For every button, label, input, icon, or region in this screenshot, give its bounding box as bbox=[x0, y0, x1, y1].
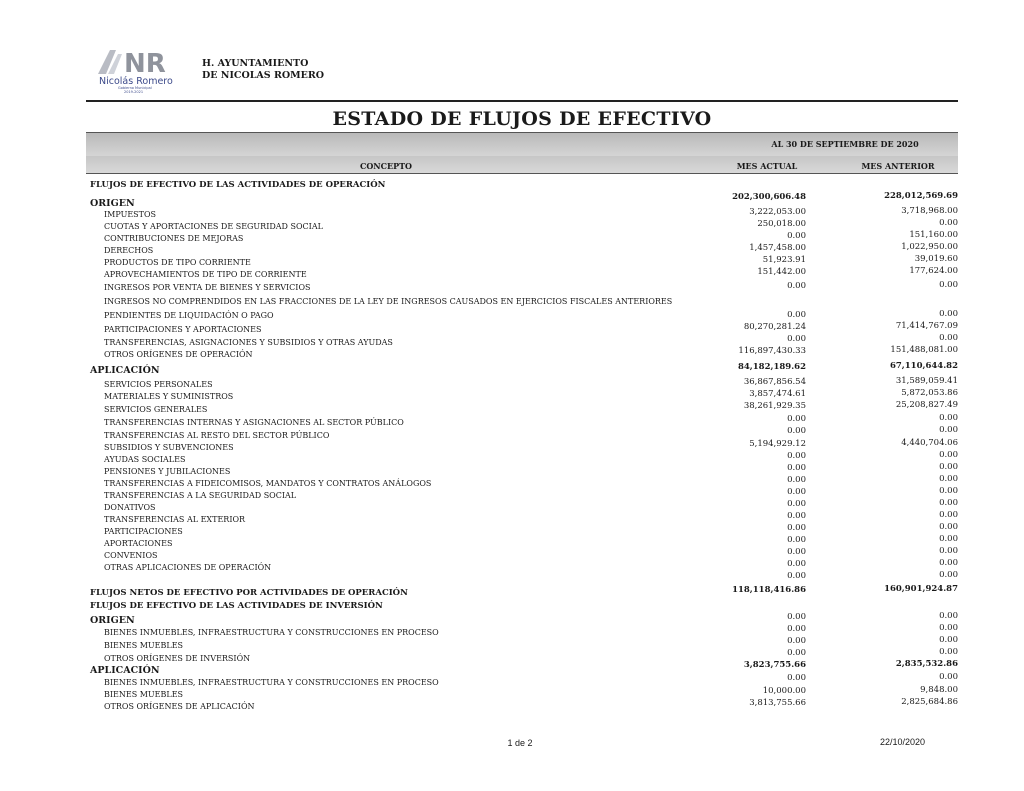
value-mes-actual: 0.00 bbox=[787, 559, 806, 569]
value-mes-anterior: 0.00 bbox=[939, 486, 958, 496]
concept-row: TRANSFERENCIAS INTERNAS Y ASIGNACIONES AL SECTOR PÚBLICO bbox=[104, 418, 404, 427]
organization-name bbox=[202, 58, 324, 82]
value-mes-anterior: 5,872,053.86 bbox=[901, 388, 958, 398]
concept-row: PENDIENTES DE LIQUIDACIÓN O PAGO bbox=[104, 311, 274, 320]
section-heading: FLUJOS NETOS DE EFECTIVO POR ACTIVIDADES DE OPERACIÓN bbox=[90, 588, 408, 598]
value-mes-anterior: 71,414,767.09 bbox=[895, 321, 958, 331]
logo-letters: NR bbox=[124, 49, 166, 79]
title-block bbox=[86, 100, 958, 130]
value-mes-actual: 51,923.91 bbox=[762, 255, 806, 265]
value-mes-anterior: 2,835,532.86 bbox=[895, 659, 958, 669]
value-mes-anterior: 0.00 bbox=[939, 534, 958, 544]
concept-row: APORTACIONES bbox=[104, 539, 173, 548]
concept-row: BIENES MUEBLES bbox=[104, 690, 184, 699]
value-mes-actual: 36,867,856.54 bbox=[743, 377, 806, 387]
value-mes-actual: 0.00 bbox=[787, 535, 806, 545]
value-mes-actual: 0.00 bbox=[787, 281, 806, 291]
section-heading: FLUJOS DE EFECTIVO DE LAS ACTIVIDADES DE INVERSIÓN bbox=[90, 601, 383, 611]
concept-row: IMPUESTOS bbox=[104, 210, 157, 219]
value-mes-actual: 0.00 bbox=[787, 414, 806, 424]
value-mes-actual: 0.00 bbox=[787, 475, 806, 485]
concept-row: DERECHOS bbox=[104, 246, 154, 255]
value-mes-actual: 0.00 bbox=[787, 673, 806, 683]
value-mes-anterior: 0.00 bbox=[939, 623, 958, 633]
logo-sub1: Gobierno Municipal bbox=[118, 86, 152, 90]
column-header-mes-actual: MES ACTUAL bbox=[736, 161, 798, 171]
concept-row: OTROS ORÍGENES DE APLICACIÓN bbox=[104, 702, 255, 711]
concept-row: BIENES INMUEBLES, INFRAESTRUCTURA Y CONSTRUCCIONES EN PROCESO bbox=[104, 678, 439, 687]
value-mes-actual: 0.00 bbox=[787, 624, 806, 634]
concept-row: TRANSFERENCIAS A LA SEGURIDAD SOCIAL bbox=[104, 491, 297, 500]
value-mes-anterior: 0.00 bbox=[939, 570, 958, 580]
value-mes-actual: 0.00 bbox=[787, 571, 806, 581]
value-mes-actual: 3,823,755.66 bbox=[743, 660, 806, 670]
column-header-mes-anterior: MES ANTERIOR bbox=[861, 161, 935, 171]
value-mes-actual: 0.00 bbox=[787, 231, 806, 241]
value-mes-anterior: 0.00 bbox=[939, 672, 958, 682]
value-mes-anterior: 39,019.60 bbox=[914, 254, 958, 264]
concept-row: OTROS ORÍGENES DE OPERACIÓN bbox=[104, 350, 253, 359]
value-mes-anterior: 31,589,059.41 bbox=[895, 376, 958, 386]
org-line-1: H. AYUNTAMIENTO bbox=[202, 58, 309, 69]
value-mes-actual: 0.00 bbox=[787, 426, 806, 436]
logo-name: Nicolás Romero bbox=[99, 76, 173, 87]
group-heading: ORIGEN bbox=[90, 615, 135, 626]
value-mes-anterior: 0.00 bbox=[939, 558, 958, 568]
value-mes-actual: 118,118,416.86 bbox=[732, 585, 806, 595]
value-mes-anterior: 0.00 bbox=[939, 635, 958, 645]
document-title: ESTADO DE FLUJOS DE EFECTIVO bbox=[332, 108, 712, 130]
org-line-2: DE NICOLAS ROMERO bbox=[202, 70, 325, 81]
value-mes-actual: 1,457,458.00 bbox=[749, 243, 806, 253]
concept-row: AYUDAS SOCIALES bbox=[104, 455, 186, 464]
concept-row: INGRESOS NO COMPRENDIDOS EN LAS FRACCIONES DE LA LEY DE INGRESOS CAUSADOS EN EJERCICIOS FISCALES ANTERIORES bbox=[104, 297, 673, 306]
value-mes-actual: 250,018.00 bbox=[757, 219, 806, 229]
value-mes-anterior: 0.00 bbox=[939, 498, 958, 508]
value-mes-anterior: 0.00 bbox=[939, 510, 958, 520]
logo-sub2: 2019-2021 bbox=[124, 90, 144, 94]
value-mes-anterior: 177,624.00 bbox=[909, 266, 958, 276]
value-mes-anterior: 228,012,569.69 bbox=[884, 191, 958, 201]
value-mes-actual: 0.00 bbox=[787, 612, 806, 622]
value-mes-anterior: 0.00 bbox=[939, 546, 958, 556]
concept-row: MATERIALES Y SUMINISTROS bbox=[104, 392, 234, 401]
value-mes-actual: 10,000.00 bbox=[762, 686, 806, 696]
value-mes-actual: 0.00 bbox=[787, 511, 806, 521]
column-header-concepto: CONCEPTO bbox=[359, 161, 413, 171]
value-mes-actual: 151,442.00 bbox=[757, 267, 806, 277]
section-heading: FLUJOS DE EFECTIVO DE LAS ACTIVIDADES DE OPERACIÓN bbox=[90, 180, 386, 190]
concept-row: PARTICIPACIONES Y APORTACIONES bbox=[104, 325, 262, 334]
concept-row: INGRESOS POR VENTA DE BIENES Y SERVICIOS bbox=[104, 283, 311, 292]
concept-row: OTRAS APLICACIONES DE OPERACIÓN bbox=[104, 563, 272, 572]
value-mes-anterior: 67,110,644.82 bbox=[889, 361, 958, 371]
period-date: AL 30 DE SEPTIEMBRE DE 2020 bbox=[771, 139, 919, 149]
value-mes-anterior: 0.00 bbox=[939, 309, 958, 319]
concept-row: CONVENIOS bbox=[104, 551, 158, 560]
concept-row: APROVECHAMIENTOS DE TIPO DE CORRIENTE bbox=[104, 270, 307, 279]
value-mes-anterior: 1,022,950.00 bbox=[901, 242, 958, 252]
value-mes-anterior: 151,160.00 bbox=[909, 230, 958, 240]
value-mes-anterior: 0.00 bbox=[939, 474, 958, 484]
print-date: 22/10/2020 bbox=[880, 737, 926, 747]
concept-row: PENSIONES Y JUBILACIONES bbox=[104, 467, 231, 476]
value-mes-actual: 116,897,430.33 bbox=[738, 346, 806, 356]
concept-row: BIENES MUEBLES bbox=[104, 641, 184, 650]
value-mes-anterior: 25,208,827.49 bbox=[895, 400, 958, 410]
value-mes-actual: 5,194,929.12 bbox=[749, 439, 806, 449]
concept-row: DONATIVOS bbox=[104, 503, 156, 512]
value-mes-anterior: 0.00 bbox=[939, 450, 958, 460]
group-heading: APLICACIÓN bbox=[90, 665, 160, 676]
municipal-logo bbox=[96, 44, 196, 94]
value-mes-anterior: 9,848.00 bbox=[920, 685, 958, 695]
value-mes-anterior: 0.00 bbox=[939, 280, 958, 290]
concept-row: SUBSIDIOS Y SUBVENCIONES bbox=[104, 443, 234, 452]
concept-row: TRANSFERENCIAS A FIDEICOMISOS, MANDATOS Y CONTRATOS ANÁLOGOS bbox=[104, 479, 432, 488]
value-mes-actual: 0.00 bbox=[787, 547, 806, 557]
value-mes-actual: 0.00 bbox=[787, 334, 806, 344]
value-mes-actual: 38,261,929.35 bbox=[743, 401, 806, 411]
value-mes-actual: 3,813,755.66 bbox=[749, 698, 806, 708]
value-mes-actual: 202,300,606.48 bbox=[732, 192, 806, 202]
concept-row: CUOTAS Y APORTACIONES DE SEGURIDAD SOCIAL bbox=[104, 222, 323, 231]
value-mes-actual: 0.00 bbox=[787, 463, 806, 473]
concept-row: BIENES INMUEBLES, INFRAESTRUCTURA Y CONSTRUCCIONES EN PROCESO bbox=[104, 628, 439, 637]
concept-row: PRODUCTOS DE TIPO CORRIENTE bbox=[104, 258, 251, 267]
value-mes-anterior: 4,440,704.06 bbox=[901, 438, 958, 448]
value-mes-anterior: 0.00 bbox=[939, 413, 958, 423]
value-mes-anterior: 0.00 bbox=[939, 611, 958, 621]
value-mes-actual: 0.00 bbox=[787, 310, 806, 320]
value-mes-actual: 0.00 bbox=[787, 499, 806, 509]
value-mes-actual: 0.00 bbox=[787, 636, 806, 646]
group-heading: APLICACIÓN bbox=[90, 365, 160, 376]
value-mes-anterior: 0.00 bbox=[939, 218, 958, 228]
concept-row: CONTRIBUCIONES DE MEJORAS bbox=[104, 234, 244, 243]
value-mes-anterior: 151,488,081.00 bbox=[890, 345, 958, 355]
concept-row: OTROS ORÍGENES DE INVERSIÓN bbox=[104, 654, 251, 663]
value-mes-anterior: 0.00 bbox=[939, 462, 958, 472]
value-mes-actual: 0.00 bbox=[787, 648, 806, 658]
value-mes-anterior: 0.00 bbox=[939, 647, 958, 657]
value-mes-actual: 3,857,474.61 bbox=[749, 389, 806, 399]
page-number: 1 de 2 bbox=[507, 738, 533, 748]
value-mes-anterior: 0.00 bbox=[939, 425, 958, 435]
value-mes-anterior: 3,718,968.00 bbox=[901, 206, 958, 216]
value-mes-anterior: 160,901,924.87 bbox=[884, 584, 958, 594]
value-mes-actual: 0.00 bbox=[787, 451, 806, 461]
concept-row: SERVICIOS GENERALES bbox=[104, 405, 208, 414]
value-mes-anterior: 0.00 bbox=[939, 333, 958, 343]
concept-row: TRANSFERENCIAS AL RESTO DEL SECTOR PÚBLICO bbox=[104, 431, 330, 440]
concept-row: PARTICIPACIONES bbox=[104, 527, 183, 536]
concept-row: TRANSFERENCIAS AL EXTERIOR bbox=[104, 515, 246, 524]
concept-row: SERVICIOS PERSONALES bbox=[104, 380, 213, 389]
value-mes-actual: 80,270,281.24 bbox=[743, 322, 806, 332]
value-mes-actual: 84,182,189.62 bbox=[737, 362, 806, 372]
concept-row: TRANSFERENCIAS, ASIGNACIONES Y SUBSIDIOS Y OTRAS AYUDAS bbox=[104, 338, 393, 347]
value-mes-actual: 3,222,053.00 bbox=[749, 207, 806, 217]
group-heading: ORIGEN bbox=[90, 198, 135, 209]
value-mes-anterior: 2,825,684.86 bbox=[901, 697, 958, 707]
value-mes-actual: 0.00 bbox=[787, 523, 806, 533]
value-mes-actual: 0.00 bbox=[787, 487, 806, 497]
value-mes-anterior: 0.00 bbox=[939, 522, 958, 532]
